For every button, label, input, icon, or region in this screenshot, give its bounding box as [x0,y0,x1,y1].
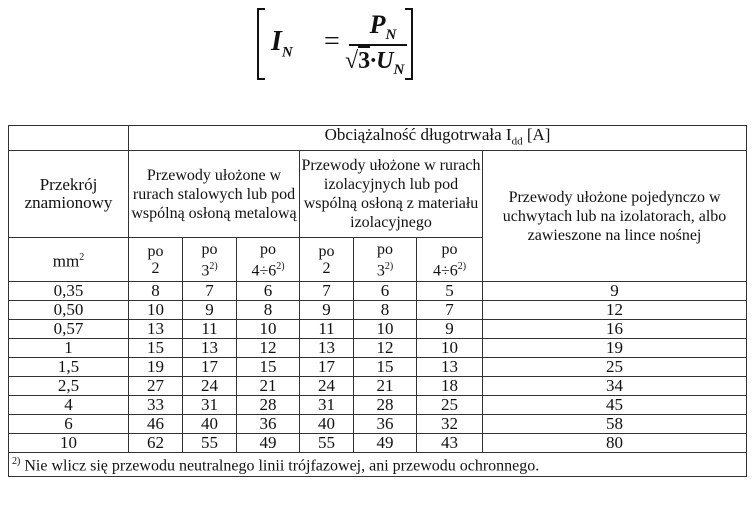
ampacity-cell: 6 [237,282,300,301]
ampacity-cell: 40 [300,415,354,434]
table-row [9,301,747,320]
table-row [9,358,747,377]
ampacity-cell: 31 [300,396,354,415]
ampacity-cell: 13 [300,339,354,358]
ampacity-cell: 8 [129,282,183,301]
subcol-3 [237,238,300,282]
ampacity-cell: 58 [483,415,747,434]
cross-section-cell: 0,57 [9,320,129,339]
section-label-line-1: Przekrój [39,175,98,195]
ampacity-cell: 36 [354,415,417,434]
ampacity-cell: 10 [129,301,183,320]
cross-section-cell: 10 [9,434,129,453]
ampacity-cell: 12 [354,339,417,358]
formula-lhs-sub: N [281,44,293,61]
section-label-line-2: znamionowy [24,193,113,213]
ampacity-cell: 15 [237,358,300,377]
formula-num-sub: N [385,27,397,44]
ampacity-cell: 45 [483,396,747,415]
formula-equals: = [324,26,340,57]
ampacity-cell: 24 [300,377,354,396]
ampacity-cell: 21 [237,377,300,396]
ampacity-cell: 25 [483,358,747,377]
subcol-sup: 2) [276,260,285,272]
table-row [9,282,747,301]
formula-left-bracket [257,8,265,80]
ampacity-cell: 10 [237,320,300,339]
current-formula [257,8,413,80]
empty-corner-cell [9,126,129,151]
formula-lhs-symbol: I [271,26,282,57]
sqrt-icon: √ [345,48,359,74]
formula-numerator [353,10,413,44]
subcol-top: po [201,240,218,258]
formula-lhs [271,26,293,62]
group-steel-conduit-header: Przewody ułożone w rurach stalowych lub pod wspólną osłoną metalową [129,151,300,238]
ampacity-cell: 40 [183,415,237,434]
ampacity-cell: 5 [417,282,483,301]
ampacity-cell: 36 [237,415,300,434]
ampacity-cell: 9 [183,301,237,320]
subcol-sup: 2) [209,260,218,272]
ampacity-cell: 31 [183,396,237,415]
ampacity-cell: 24 [183,377,237,396]
cross-section-cell: 0,50 [9,301,129,320]
unit-sup: 2 [79,252,85,264]
ampacity-cell: 15 [354,358,417,377]
ampacity-cell: 17 [300,358,354,377]
ampacity-cell: 13 [129,320,183,339]
subcol-top: po [147,242,164,260]
ampacity-cell: 18 [417,377,483,396]
title-unit: [A] [522,125,551,144]
ampacity-cell: 12 [237,339,300,358]
ampacity-cell: 10 [354,320,417,339]
footnote-cell [9,453,747,476]
subcol-sup: 2) [384,260,394,272]
ampacity-cell: 8 [237,301,300,320]
ampacity-cell: 12 [483,301,747,320]
subcol-4 [300,238,354,282]
ampacity-cell: 19 [483,339,747,358]
footnote-row [9,453,747,476]
ampacity-cell: 15 [129,339,183,358]
ampacity-cell: 13 [183,339,237,358]
cross-section-cell: 1,5 [9,358,129,377]
cross-section-cell: 1 [9,339,129,358]
ampacity-cell: 55 [300,434,354,453]
ampacity-cell: 13 [417,358,483,377]
group-insulating-conduit-header: Przewody ułożone w rurach izolacyjnych lub pod wspólną osłoną z materiału izolacyjnego [300,151,483,238]
cross-section-cell: 2,5 [9,377,129,396]
table-row [9,377,747,396]
subcol-top: po [441,240,458,258]
ampacity-cell: 32 [417,415,483,434]
group-header-row [9,151,747,238]
ampacity-cell: 9 [300,301,354,320]
ampacity-cell: 21 [354,377,417,396]
subcol-2 [183,238,237,282]
title-main: Obciążalność długotrwała I [324,125,512,144]
table-title-row [9,126,747,151]
ampacity-cell: 28 [354,396,417,415]
table-row [9,339,747,358]
formula-den-sub: N [393,61,405,78]
ampacity-cell: 7 [300,282,354,301]
formula-denominator [345,48,411,79]
ampacity-cell: 9 [483,282,747,301]
table-title [129,126,747,151]
subcol-bottom: 2 [151,259,160,277]
ampacity-cell: 17 [183,358,237,377]
ampacity-cell: 34 [483,377,747,396]
ampacity-cell: 27 [129,377,183,396]
ampacity-cell: 11 [300,320,354,339]
table-row [9,415,747,434]
ampacity-cell: 19 [129,358,183,377]
cross-section-cell: 6 [9,415,129,434]
title-sub: dd [511,135,523,148]
ampacity-table [8,125,747,477]
subcol-bottom: 4÷6 [251,262,277,280]
formula-dot: · [370,48,377,74]
subcol-6 [417,238,483,282]
formula-radicand: 3 [358,48,371,74]
ampacity-cell: 7 [183,282,237,301]
ampacity-cell: 49 [354,434,417,453]
ampacity-cell: 46 [129,415,183,434]
ampacity-cell: 6 [354,282,417,301]
ampacity-cell: 11 [183,320,237,339]
ampacity-cell: 62 [129,434,183,453]
subcol-top: po [377,240,393,258]
ampacity-cell: 7 [417,301,483,320]
ampacity-cell: 16 [483,320,747,339]
footnote-text: Nie wlicz się przewodu neutralnego linii trójfazowej, ani przewodu ochronnego. [20,457,540,475]
formula-right-bracket [405,8,413,80]
section-label-cell [9,151,129,238]
ampacity-cell: 28 [237,396,300,415]
formula-num-symbol: P [369,10,386,39]
ampacity-cell: 9 [417,320,483,339]
formula-den-symbol: U [376,48,394,74]
unit-cell [9,238,129,282]
subcol-bottom: 4÷6 [432,262,458,280]
subcol-bottom: 3 [201,262,210,280]
subcol-sup: 2) [457,260,467,272]
table-row [9,396,747,415]
subcol-bottom: 2 [322,259,331,277]
ampacity-cell: 55 [183,434,237,453]
ampacity-cell: 8 [354,301,417,320]
subcol-bottom: 3 [376,262,385,280]
subcol-top: po [260,240,276,258]
ampacity-cell: 25 [417,396,483,415]
cross-section-cell: 4 [9,396,129,415]
table-row [9,434,747,453]
ampacity-cell: 49 [237,434,300,453]
ampacity-cell: 10 [417,339,483,358]
subcol-5 [354,238,417,282]
subcol-top: po [318,242,335,260]
group-single-wires-header: Przewody ułożone pojedynczo w uchwytach lub na izolatorach, albo zawieszone na lince nośnej [483,151,747,282]
footnote-mark: 2) [12,456,21,468]
ampacity-cell: 43 [417,434,483,453]
cross-section-cell: 0,35 [9,282,129,301]
table-row [9,320,747,339]
ampacity-cell: 33 [129,396,183,415]
ampacity-cell: 80 [483,434,747,453]
unit-label: mm [52,251,80,271]
subcol-1 [129,238,183,282]
